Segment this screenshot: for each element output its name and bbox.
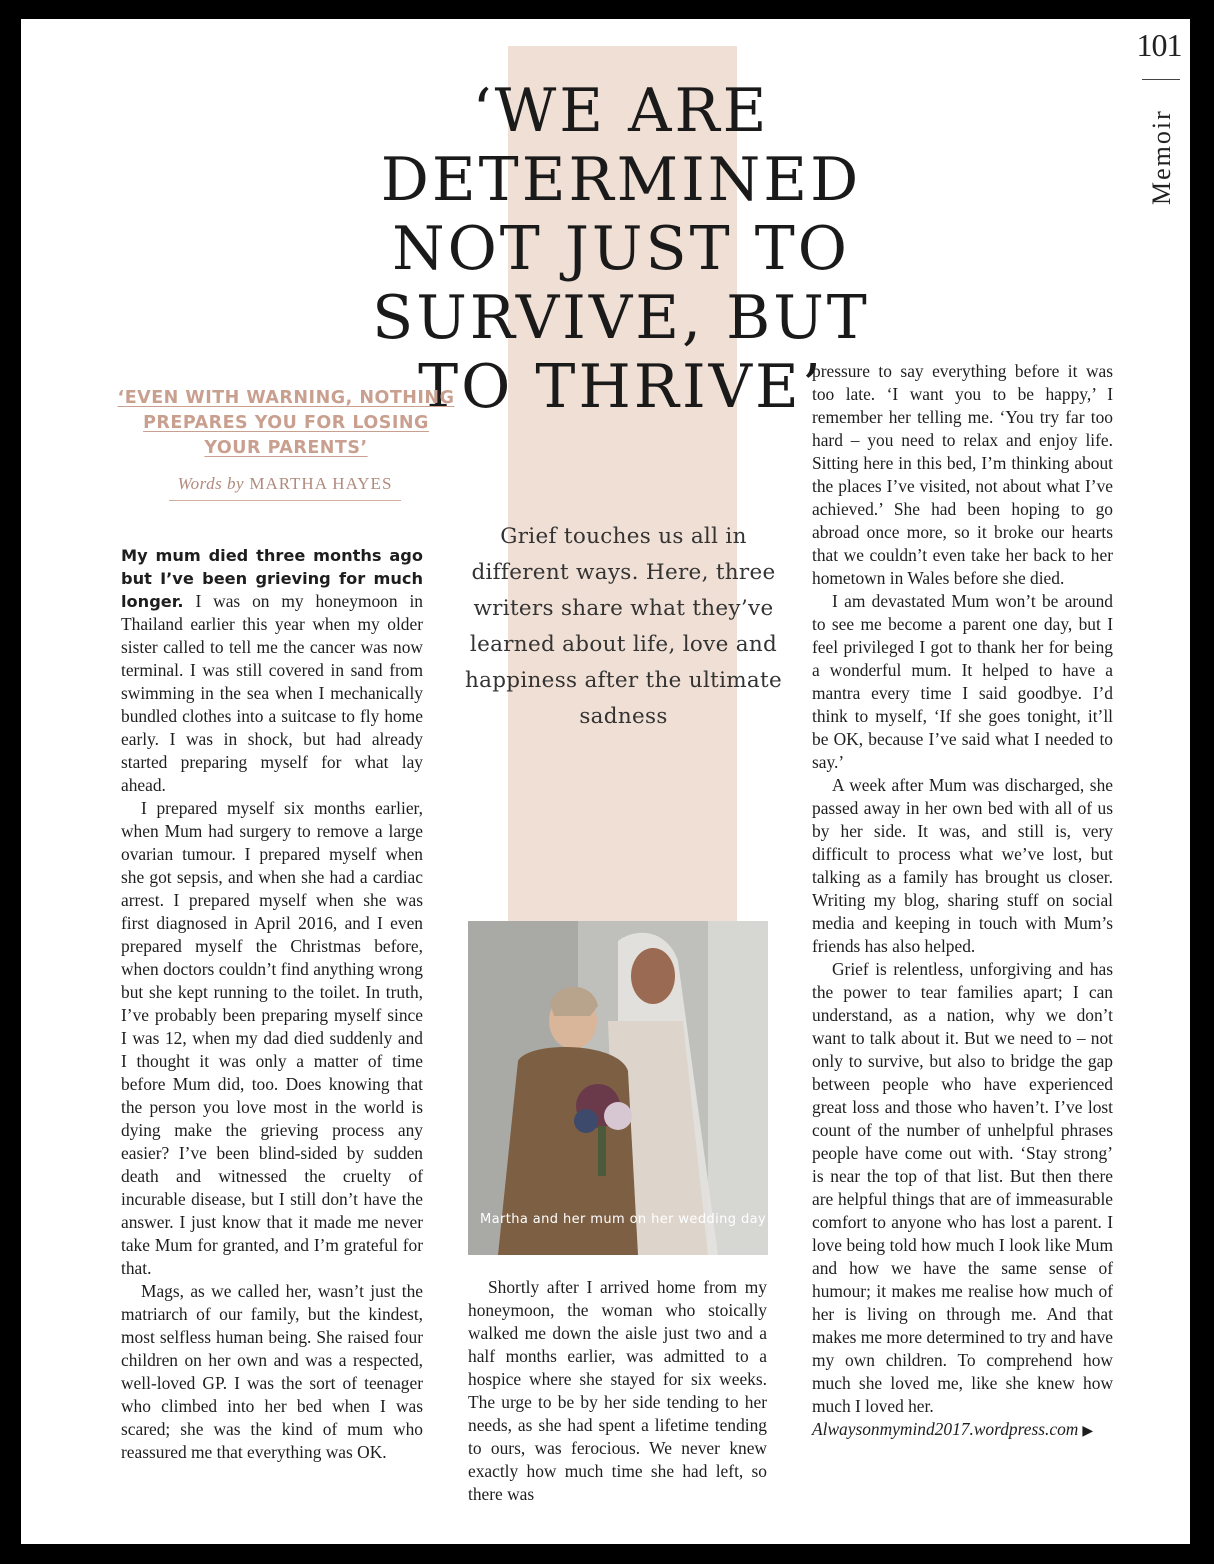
wedding-photo-illustration [468,921,768,1255]
article-column-3 [812,360,1113,1443]
blog-link[interactable]: Alwaysonmymind2017.wordpress.com [812,1419,1079,1439]
article-paragraph: A week after Mum was discharged, she passed away in her own bed with all of us by her side. It was, and still is, very difficult to process what we’ve lost, but talking as a family has brought us closer. Writing my blog, sharing stuff on social media and keeping in touch with Mum’s friends has also helped. [812,775,1113,956]
magazine-page [21,19,1190,1544]
lead-sentence: My mum died three months ago but I’ve been grieving for much longer. [121,546,423,611]
page-number: 101 [1136,27,1182,63]
article-column-2 [468,1276,767,1506]
byline-prefix: Words by [177,474,245,493]
article-paragraph: Shortly after I arrived home from my honeymoon, the woman who stoically walked me down the aisle just two and a half months earlier, was admitted to a hospice where she stayed for six weeks. The urge to be by her side tending to her needs, as she had spent a lifetime tending to ours, was ferocious. We never knew exactly how much time she had left, so there was [468,1277,767,1504]
paragraph-text: I was on my honeymoon in Thailand earlier this year when my older sister called to tell me the cancer was now terminal. I was still covered in sand from swimming in the sea when I mechanically bundled clothes into a suitcase to fly home early. I was in shock, but had already started preparing myself for what lay ahead. [121,591,423,795]
byline [169,474,401,501]
article-column-1 [121,544,423,1464]
standfirst: Grief touches us all in different ways. Here, three writers share what they’ve learned about life, love and happiness after the ultimate sadness [464,524,783,729]
article-paragraph: I am devastated Mum won’t be around to see me become a parent one day, but I feel privileged I got to thank her for being a wonderful mum. It helped to have a mantra every time I said goodbye. I’d think to myself, ‘If she goes tonight, it’ll be OK, because I’ve said what I needed to say.’ [812,591,1113,772]
article-paragraph [121,544,423,797]
article-paragraph: Mags, as we called her, wasn’t just the matriarch of our family, but the kindest, most selfless human being. She raised four children on her own and was a respected, well-loved GP. I was the sort of teenager who climbed into her bed when I was scared; she was the kind of mum who reassured me that everything was OK. [121,1281,423,1462]
byline-author: MARTHA HAYES [249,474,393,493]
wedding-photo [468,921,768,1255]
play-triangle-icon: ▶ [1082,1424,1094,1439]
headline: ‘WE ARE DETERMINED NOT JUST TO SURVIVE, BUT TO THRIVE’ [372,76,870,422]
page-number-rule [1142,79,1180,80]
article-paragraph: pressure to say everything before it was too late. ‘I want you to be happy,’ I remember her telling me. ‘You try far too hard – you need to relax and enjoy life. Sitting here in this bed, I’m thinking about the places I’ve visited, not about what I’ve achieved.’ She had been hoping to go abroad once more, so it broke our hearts that we couldn’t even take her back to her hometown in Wales before she died. [812,361,1113,588]
photo-caption: Martha and her mum on her wedding day [480,1212,767,1227]
article-paragraph: Grief is relentless, unforgiving and has the power to tear families apart; I can understand, as a nation, why we don’t want to talk about it. But we need to – not only to survive, but also to bridge the gap between people who have experienced great loss and those who haven’t. I’ve lost count of the number of unhelpful phrases people have come out with. ‘Stay strong’ is near the top of that list. But then there are helpful things that are of immeasurable comfort to anyone who has lost a parent. I love being told how much I look like Mum and how we have the same sense of humour; it makes me realise how much of her is living on through me. And that makes me more determined to try and have my own children. To comprehend how much she loved me, like she knew how much I loved her. [812,959,1113,1416]
pull-quote-kicker: ‘EVEN WITH WARNING, NOTHING PREPARES YOU FOR LOSING YOUR PARENTS’ [117,388,455,458]
section-label: Memoir [1147,109,1176,205]
article-paragraph: I prepared myself six months earlier, when Mum had surgery to remove a large ovarian tumour. I prepared myself when she got sepsis, and when she had a cardiac arrest. I prepared myself when she was first diagnosed in April 2016, and I even prepared myself the Christmas before, when doctors couldn’t find anything wrong but she kept running to the toilet. In truth, I’ve probably been preparing myself since I was 12, when my dad died suddenly and I thought it was only a matter of time before Mum did, too. Does knowing that the person you love most in the world is dying make the grieving process any easier? I’ve been blind-sided by sudden death and witnessed the cruelty of incurable disease, but I still don’t have the answer. I just know that it made me never take Mum for granted, and I’m grateful for that. [121,798,423,1278]
blog-link-line [812,1418,1113,1443]
